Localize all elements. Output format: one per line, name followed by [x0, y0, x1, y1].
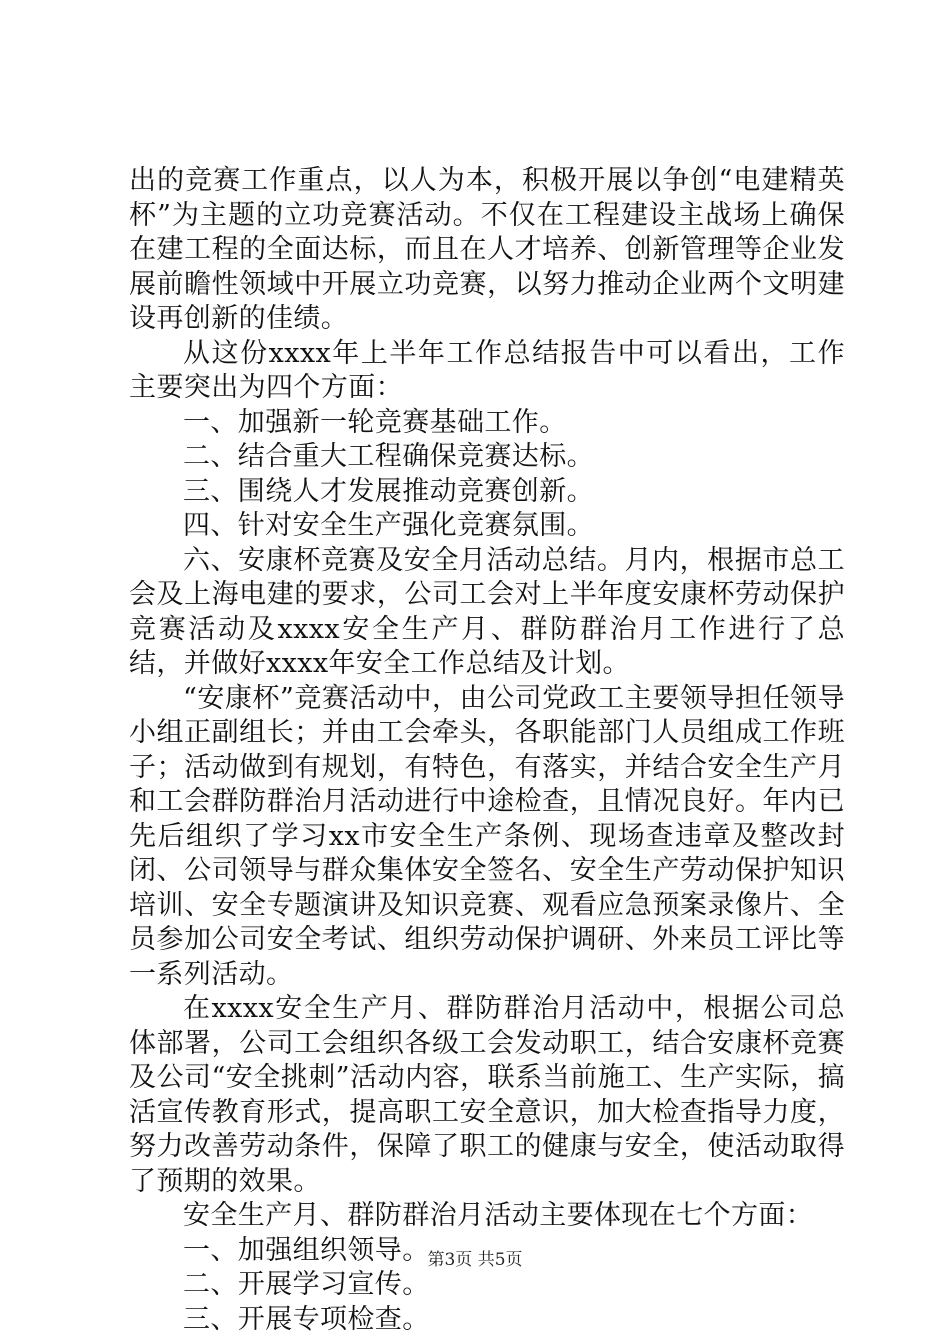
paragraph-summary-intro: 从这份xxxx年上半年工作总结报告中可以看出，工作主要突出为四个方面：: [129, 337, 845, 403]
list-item-2: 二、结合重大工程确保竞赛达标。: [183, 441, 594, 472]
list-item-b: 二、开展学习宣传。: [183, 1269, 430, 1300]
paragraph-continuation: 出的竞赛工作重点，以人为本，积极开展以争创“电建精英杯”为主题的立功竞赛活动。不仅在工程建设主战场上确保在建工程的全面达标，而且在人才培养、创新管理等企业发展前瞻性领域中开展立功竞赛，以努力推动企业两个文明建设再创新的佳绩。: [129, 165, 845, 334]
list-item-c: 三、开展专项检查。: [183, 1303, 430, 1335]
document-body: [129, 164, 845, 1337]
list-item-a: 一、加强组织领导。: [183, 1234, 430, 1266]
paragraph-safety-month: 在xxxx安全生产月、群防群治月活动中，根据公司总体部署，公司工会组织各级工会发动职工，结合安康杯竞赛及公司“安全挑刺”活动内容，联系当前施工、生产实际，搞活宣传教育形式，提高职工安全意识，加大检查指导力度，努力改善劳动条件，保障了职工的健康与安全，使活动取得了预期的效果。: [129, 993, 845, 1197]
page-footer: 第3页 共5页: [427, 1250, 523, 1270]
paragraph-seven-aspects: 安全生产月、群防群治月活动主要体现在七个方面：: [183, 1200, 814, 1231]
list-item-4: 四、针对安全生产强化竞赛氛围。: [183, 510, 594, 541]
list-item-3: 三、围绕人才发展推动竞赛创新。: [183, 475, 594, 507]
paragraph-ankang-cup: “安康杯”竞赛活动中，由公司党政工主要领导担任领导小组正副组长；并由工会牵头，各职能部门人员组成工作班子；活动做到有规划，有特色，有落实，并结合安全生产月和工会群防群治月活动进行中途检查，且情况良好。年内已先后组织了学习xx市安全生产条例、现场查违章及整改封闭、公司领导与群众集体安全签名、安全生产劳动保护知识培训、安全专题演讲及知识竞赛、观看应急预案录像片、全员参加公司安全考试、组织劳动保护调研、外来员工评比等一系列活动。: [129, 682, 845, 990]
paragraph-section-six: 六、安康杯竞赛及安全月活动总结。月内，根据市总工会及上海电建的要求，公司工会对上半年度安康杯劳动保护竞赛活动及xxxx安全生产月、群防群治月工作进行了总结，并做好xxxx年安全工作总结及计划。: [129, 544, 845, 679]
list-item-1: 一、加强新一轮竞赛基础工作。: [183, 406, 567, 438]
